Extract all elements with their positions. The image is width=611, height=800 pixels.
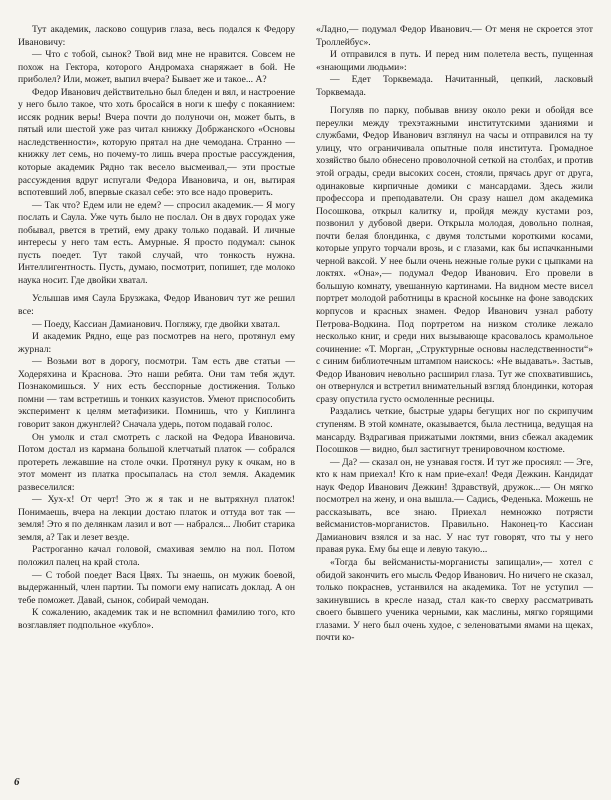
right-paragraph: — Едет Торквемада. Начитанный, цепкий, ласковый Торквемада.	[316, 74, 593, 98]
page-number: 6	[14, 776, 20, 788]
left-text-column	[18, 24, 295, 632]
left-paragraph: — Что с тобой, сынок? Твой вид мне не нравится. Совсем не похож на Гектора, которого Андромаха снаряжает в бой. Не приболел? Или, может, выпил вчера? Бывает же и такое... А?	[18, 49, 295, 86]
left-paragraph: — С тобой поедет Вася Цвях. Ты знаешь, он мужик боевой, выдержанный, член партии. Ты помоги ему написать доклад. А он тебе поможет. Давай, сынок, собирай чемодан.	[18, 569, 295, 606]
left-paragraph: Тут академик, ласково сощурив глаза, весь подался к Федору Ивановичу:	[18, 24, 295, 48]
right-paragraph: Раздались четкие, быстрые удары бегущих ног по скрипучим ступеням. В этой комнате, оказывается, была лестница, ведущая на мансарду. Вздрагивая прижатыми локтями, вниз сбежал академик Посошков — видно, был застигнут тренировочном костюме.	[316, 406, 593, 456]
left-paragraph: И академик Рядно, еще раз посмотрев на него, протянул ему журнал:	[18, 331, 295, 355]
left-paragraph: К сожалению, академик так и не вспомнил фамилию того, кто возглавляет подпольное «кубло».	[18, 607, 295, 631]
left-paragraph: — Поеду, Кассиан Дамианович. Погляжу, где двойки хватал.	[32, 318, 281, 330]
left-paragraph: — Возьми вот в дорогу, посмотри. Там есть две статьи — Ходеряхина и Краснова. Это наши ребята. Они там тебя ждут. Познакомишься. У них есть бесспорные достижения. Только помни — там встретишь и тонких казуистов. Умеют приспособить эксперимент к целям метафизики. Помнишь, что у Киплинга говорит закон джунглей? Сначала удерь, потом подавай голос.	[18, 356, 295, 430]
left-paragraph: Растроганно качал головой, смахивая землю на пол. Потом положил палец на край стола.	[18, 544, 295, 568]
right-paragraph: Погуляв по парку, побывав внизу около реки и обойдя все переулки между трехэтажными институтскими зданиями и службами, Федор Иванович взглянул на часы и отправился на ту улицу, что ограничивала опытные поля института. Громадное хозяйство было обнесено проволочной сеткой на столбах, и против этой ограды, среди высоких сосен, стояли, прячась друг от друга, одинаковые кирпичные домики с мансардами. Здесь жили профессора и преподаватели. Он сразу нашел дом академика Посошкова, открыл калитку и, пройдя между кустами роз, позвонил у дубовой двери. Открыла молодая, довольно полная, почти белая блондинка, с двумя толстыми короткими косами, которые упруго торчали врозь, и с глазами, как бы испачканными черной ваксой. У нее были очень нежные голые руки с цыпками на локтях. «Она»,— подумал Федор Иванович. Его провели в большую комнату, увешанную картинами. На видном месте висел портрет молодой работницы в красной косынке на фоне заводских корпусов и красных знамен. Федор Иванович узнал работу Петрова-Водкина. Под портретом на низком столике лежало несколько книг, и среди них вызывающе красовалось крамольное сочинение: «Т. Морган, „Структурные основы наследственности“» с синим библиотечным штампом наискось: «Не выдавать». Застыв, Федор Иванович невольно расширил глаза. Тут же спохватившись, он отвернулся и встретил внимательный взгляд блондинки, которая сразу опустила густо осмоленные ресницы.	[316, 105, 593, 405]
right-paragraph: «Ладно,— подумал Федор Иванович.— От меня не скроется этот Троллейбус».	[316, 24, 593, 48]
right-paragraph: «Тогда бы вейсманисты-морганисты запищали»,— хотел с обидой закончить его мысль Федор Иванович. Но ничего не сказал, только покраснев, устанвился на академика. Тот не уступил — закинувшись в кресле назад, стал как-то сверху рассматривать своего бывшего ученика черными, как маслины, мягко горящими глазами. У него был очень худое, с зеленоватыми ямами на щеках, почти ко-	[316, 556, 593, 644]
right-paragraph: — Да? — сказал он, не узнавая гостя. И тут же просиял: — Эге, кто к нам приехал! Кто к нам прие-ехал! Федя Дежкин. Кандидат наук Федор Иванович Дежкин! Здравствуй, дружок...— Он мягко посмотрел на жену, и она вышла.— Садись, Феденька. Можешь не рассказывать, все знаю. Приехал немножко потрясти вейсманистов-морганистов. Правильно. Наконец-то Кассиан Дамианович взялся и за нас. У нас тут говорят, что ты у него правая рука. Ему бы еще и левую такую...	[316, 456, 593, 556]
left-paragraph: — Так что? Едем или не едем? — спросил академик.— Я могу послать и Саула. Уже чуть было не послал. Он в двух городах уже побывал, рвется в третий, ему драку только подавай. И личные интересы у него там есть. Амурные. Я просто подумал: сынок пусть поедет. Тут такой случай, что тонкость нужна. Интеллигентность. Пусть, думаю, посмотрит, попишет, где молоко наука носит. Где двойки хватал.	[18, 199, 295, 286]
right-paragraph: И отправился в путь. И перед ним полетела весть, пущенная «знающими людьми»:	[316, 49, 593, 73]
left-paragraph: — Хух-х! От черт! Это ж я так и не вытряхнул платок! Понимаешь, вчера на лекции достаю платок и оттуда вот так — земля! Это я по делянкам лазил и вот — набрался... Любит старика земля, а? Так и лезет везде.	[18, 494, 295, 543]
left-paragraph: Федор Иванович действительно был бледен и вял, и настроение у него было такое, что хоть бросайся в ноги к шефу с покаянием: иссяк родник веры! Вчера почти до полуночи он, может быть, в пятый или шестой уже раз читал книжку Добржанского «Основы наследственности», которую прятал на дне чемодана. Странно — книжку лет семь, но почему-то лишь вчера простые рассуждения, которые академик Рядно так весело высмеивал,— эти простые рассуждения вдруг испугали Федора Ивановича, и он, вытирая вспотевший лоб, впервые сказал себе: это все надо проверить.	[18, 86, 295, 199]
left-paragraph: Услышав имя Саула Брузжака, Федор Иванович тут же решил все:	[18, 293, 295, 318]
right-text-column	[316, 24, 593, 645]
left-paragraph: Он умолк и стал смотреть с лаской на Федора Ивановича. Потом достал из кармана большой клетчатый платок — собрался протереть лежавшие на столе очки. Протянул руку к очкам, но в этот момент из платка просыпалась на стол земля. Академик развеселился:	[18, 431, 295, 493]
